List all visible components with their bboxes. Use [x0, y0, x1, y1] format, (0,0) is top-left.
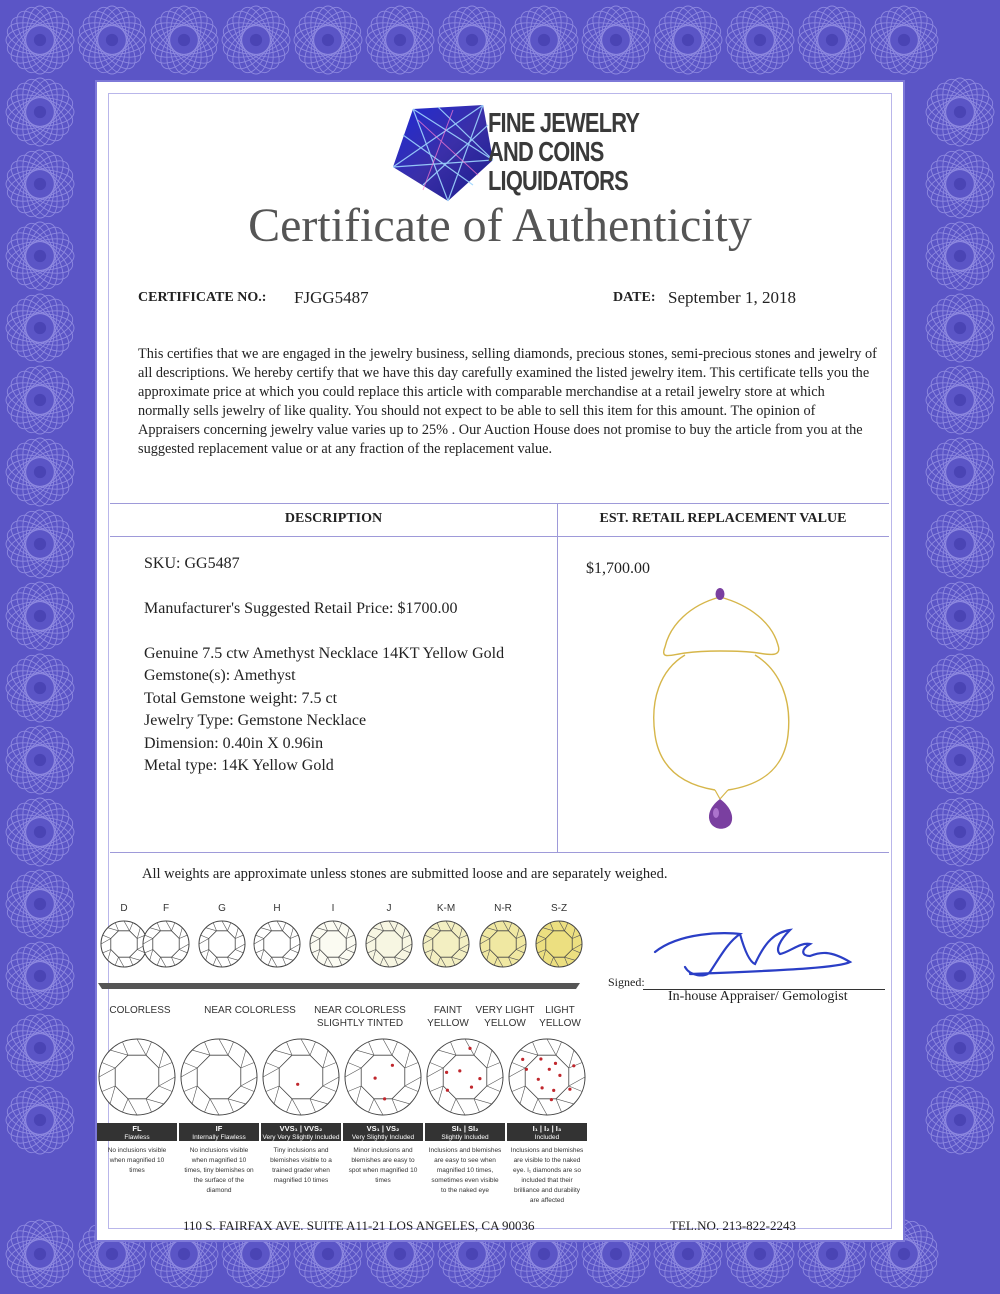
detail-line: Dimension: 0.40in X 0.96in	[144, 735, 324, 752]
color-grade	[143, 903, 189, 967]
inclusion-mark	[550, 1098, 553, 1101]
clarity-description: times	[375, 1177, 391, 1184]
inclusion-mark	[525, 1068, 528, 1071]
clarity-name: Internally Flawless	[192, 1134, 246, 1141]
date-label: DATE:	[613, 290, 656, 305]
table-header-rule	[110, 536, 889, 537]
clarity-description: No inclusions visible	[107, 1147, 167, 1154]
color-grade-label: J	[386, 903, 392, 914]
color-grade-label: G	[218, 903, 226, 914]
necklace-image	[630, 585, 810, 845]
rosette-ornament	[651, 3, 724, 76]
inclusion-mark	[537, 1078, 540, 1081]
inclusion-mark	[552, 1089, 555, 1092]
detail-line: Total Gemstone weight: 7.5 ct	[144, 690, 338, 707]
clarity-grade	[343, 1039, 423, 1184]
inclusion-mark	[558, 1074, 561, 1077]
clarity-name: Very Slightly Included	[351, 1134, 415, 1141]
clarity-description: included that their	[521, 1177, 573, 1184]
rosette-ornament	[923, 291, 996, 364]
signature-scribble	[650, 912, 870, 982]
replacement-value: $1,700.00	[586, 560, 650, 577]
inclusion-mark	[548, 1068, 551, 1071]
color-grade-label: N-R	[494, 903, 512, 914]
inclusion-mark	[521, 1058, 524, 1061]
inclusion-mark	[383, 1097, 386, 1100]
rosette-ornament	[867, 3, 940, 76]
color-group-label: LIGHT	[545, 1005, 575, 1016]
clarity-code: I₁ | I₂ | I₃	[532, 1124, 562, 1133]
intro-paragraph: This certifies that we are engaged in the jewelry business, selling diamonds, precious stones, semi-precious stones and jewelry of all descriptions. We hereby certify that we have this day carefully examined the listed jewelry item. This certificate tells you the approximate price at which you could replace this article with comparable merchandise at a retail jewelry store at which normally sells jewelry of like quality. You should not expect to be able to sell this item for this amount. The opinion of Appraisers concerning jewelry value varies up to 25% . Our Auction House does not promise to buy the article from you at the suggested replacement value or at any fraction of the replacement value.	[138, 346, 877, 457]
table-column-divider	[557, 503, 558, 852]
logo-text	[488, 108, 639, 195]
clarity-grade	[507, 1039, 587, 1204]
logo-line-2: AND COINS	[488, 136, 604, 167]
clarity-description: are affected	[529, 1197, 565, 1204]
clarity-description: brilliance and durability	[513, 1187, 581, 1194]
color-scale-bar	[98, 983, 580, 989]
diamond-grading-chart	[90, 895, 590, 1225]
color-group-label: COLORLESS	[109, 1005, 171, 1016]
inclusion-mark	[458, 1069, 461, 1072]
clarity-name: Slightly Included	[441, 1134, 489, 1141]
clarity-description: No inclusions visible	[189, 1147, 249, 1154]
rosette-ornament	[723, 3, 796, 76]
clarity-code: VVS₁ | VVS₂	[279, 1124, 323, 1133]
appraiser-title: In-house Appraiser/ Gemologist	[668, 989, 848, 1004]
inclusion-mark	[391, 1064, 394, 1067]
clarity-description: blemishes are easy to	[351, 1157, 415, 1164]
inclusion-mark	[446, 1089, 449, 1092]
detail-line: Genuine 7.5 ctw Amethyst Necklace 14KT Yellow Gold	[144, 645, 505, 662]
clarity-grade	[179, 1039, 259, 1194]
clarity-grade	[97, 1039, 177, 1174]
value-header: EST. RETAIL REPLACEMENT VALUE	[599, 511, 847, 526]
rosette-ornament	[3, 867, 76, 940]
logo-line-1: FINE JEWELRY	[488, 107, 640, 138]
clarity-name: Included	[534, 1134, 560, 1141]
rosette-ornament	[923, 435, 996, 508]
color-group-label: VERY LIGHT	[475, 1005, 535, 1016]
color-group-label: YELLOW	[484, 1018, 526, 1029]
certificate-number-label: CERTIFICATE NO.:	[138, 290, 267, 305]
rosette-ornament	[923, 795, 996, 868]
color-grade	[536, 903, 582, 967]
rosette-ornament	[3, 507, 76, 580]
color-grade	[101, 903, 147, 967]
clarity-description: times, tiny blemishes on	[184, 1167, 254, 1174]
clarity-grade	[261, 1039, 341, 1184]
color-group-label: NEAR COLORLESS	[204, 1005, 296, 1016]
rosette-ornament	[3, 1083, 76, 1156]
clarity-code: FL	[132, 1124, 142, 1133]
table-bottom-rule	[110, 852, 889, 853]
clarity-description: to the naked eye	[440, 1187, 490, 1194]
clarity-description: Inclusions and blemishes	[510, 1147, 584, 1154]
inclusion-mark	[539, 1057, 542, 1060]
rosette-ornament	[923, 723, 996, 796]
rosette-ornament	[3, 939, 76, 1012]
rosette-ornament	[363, 3, 436, 76]
clarity-description: spot when magnified 10	[348, 1167, 418, 1174]
color-grade	[199, 903, 245, 967]
clarity-code: VS₁ | VS₂	[366, 1124, 400, 1133]
msrp-line: Manufacturer's Suggested Retail Price: $1700.00	[144, 600, 458, 617]
clarity-description: the surface of the	[193, 1177, 245, 1184]
signed-label: Signed:	[608, 975, 645, 989]
rosette-ornament	[923, 867, 996, 940]
color-grade-label: K-M	[436, 903, 456, 914]
rosette-ornament	[923, 363, 996, 436]
clarity-description: Minor inclusions and	[353, 1147, 413, 1154]
weights-note: All weights are approximate unless stones are submitted loose and are separately weighed.	[142, 866, 668, 882]
clarity-name: Very Very Slightly Included	[262, 1134, 340, 1141]
color-grade	[254, 903, 300, 967]
clarity-description: are easy to see when	[434, 1157, 496, 1164]
rosette-ornament	[3, 291, 76, 364]
color-grade-label: H	[273, 903, 281, 914]
rosette-ornament	[923, 1083, 996, 1156]
color-group-label: SLIGHTLY TINTED	[316, 1018, 404, 1029]
clarity-description: sometimes even visible	[431, 1177, 499, 1184]
color-grade-label: I	[331, 903, 335, 914]
detail-line: Metal type: 14K Yellow Gold	[144, 757, 334, 774]
rosette-ornament	[923, 579, 996, 652]
color-grade	[310, 903, 356, 967]
clarity-description: when magnified 10	[109, 1157, 165, 1164]
rosette-ornament	[507, 3, 580, 76]
inclusion-mark	[470, 1086, 473, 1089]
detail-line: Gemstone(s): Amethyst	[144, 667, 296, 684]
rosette-ornament	[923, 1011, 996, 1084]
color-grade	[480, 903, 526, 967]
clarity-description: diamond	[206, 1187, 232, 1194]
footer-phone: TEL.NO. 213-822-2243	[670, 1218, 797, 1233]
inclusion-mark	[554, 1062, 557, 1065]
color-group-label: YELLOW	[539, 1018, 581, 1029]
rosette-ornament	[923, 75, 996, 148]
description-header: DESCRIPTION	[284, 511, 383, 526]
rosette-ornament	[3, 1217, 76, 1290]
rosette-ornament	[3, 795, 76, 868]
certificate-number-value: FJGG5487	[294, 288, 369, 307]
color-grade-label: F	[162, 903, 170, 914]
inclusion-mark	[572, 1064, 575, 1067]
inclusion-mark	[445, 1071, 448, 1074]
rosette-ornament	[3, 75, 76, 148]
rosette-ornament	[923, 507, 996, 580]
clarity-description: times	[129, 1167, 145, 1174]
inclusion-mark	[296, 1083, 299, 1086]
clarity-description: blemishes visible to a	[270, 1157, 332, 1164]
rosette-ornament	[923, 939, 996, 1012]
footer-address: 110 S. FAIRFAX AVE. SUITE A11-21 LOS ANGELES, CA 90036	[183, 1218, 535, 1233]
rosette-ornament	[435, 3, 508, 76]
inclusion-mark	[568, 1088, 571, 1091]
inclusion-mark	[541, 1086, 544, 1089]
color-grade-label: S-Z	[550, 903, 568, 914]
table-top-rule	[110, 503, 889, 504]
clarity-code: IF	[215, 1124, 223, 1133]
inclusion-mark	[478, 1077, 481, 1080]
rosette-ornament	[3, 723, 76, 796]
rosette-ornament	[3, 3, 76, 76]
clarity-code: SI₁ | SI₂	[451, 1124, 479, 1133]
rosette-ornament	[147, 3, 220, 76]
clarity-description: magnified 10 times,	[436, 1167, 494, 1174]
clarity-description: Inclusions and blemishes	[428, 1147, 502, 1154]
sku-line: SKU: GG5487	[144, 555, 240, 572]
page-title: Certificate of Authenticity	[248, 199, 752, 252]
color-grade	[366, 903, 412, 967]
rosette-ornament	[3, 651, 76, 724]
rosette-ornament	[3, 1011, 76, 1084]
clarity-description: Tiny inclusions and	[273, 1147, 329, 1154]
color-grade	[423, 903, 469, 967]
color-group-label: YELLOW	[427, 1018, 469, 1029]
clarity-description: magnified 10 times	[273, 1177, 329, 1184]
rosette-ornament	[579, 3, 652, 76]
color-group-label: NEAR COLORLESS	[314, 1005, 406, 1016]
rosette-ornament	[219, 3, 292, 76]
color-grade-label: D	[120, 903, 128, 914]
rosette-ornament	[75, 3, 148, 76]
rosette-ornament	[3, 363, 76, 436]
rosette-ornament	[3, 435, 76, 508]
clarity-description: eye. I₁ diamonds are so	[513, 1167, 581, 1174]
inclusion-mark	[374, 1077, 377, 1080]
clarity-description: when magnified 10	[191, 1157, 247, 1164]
rosette-ornament	[923, 651, 996, 724]
date-value: September 1, 2018	[668, 288, 796, 307]
rosette-ornament	[795, 3, 868, 76]
inclusion-mark	[468, 1047, 471, 1050]
clarity-description: are visible to the naked	[513, 1157, 581, 1164]
clarity-grade	[425, 1039, 505, 1194]
rosette-ornament	[3, 579, 76, 652]
detail-line: Jewelry Type: Gemstone Necklace	[144, 712, 367, 729]
clarity-description: trained grader when	[272, 1167, 330, 1174]
color-group-label: FAINT	[433, 1005, 463, 1016]
rosette-ornament	[291, 3, 364, 76]
logo-line-3: LIQUIDATORS	[488, 165, 628, 196]
clarity-name: Flawless	[124, 1134, 150, 1141]
